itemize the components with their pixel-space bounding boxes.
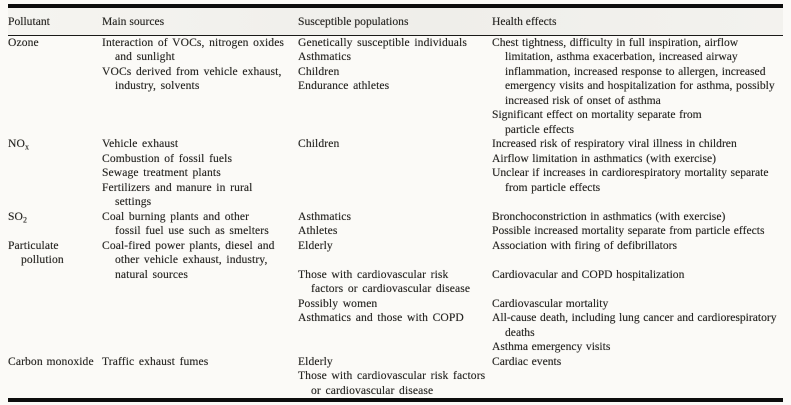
cell-sources [102,137,298,210]
table-cell-line: from particle effects [505,180,601,194]
table-cell-line: Bronchoconstriction in asthmatics (with exercise) [492,209,726,223]
table-row [8,239,783,355]
table-cell-line: Increased risk of respiratory viral illness in children [492,137,737,151]
subscript-text: x [24,142,29,152]
table-cell-line: Vehicle exhaust [102,137,179,151]
table-cell-line: and sunlight [115,50,175,64]
table-cell-line: settings [115,195,152,209]
column-header-main-sources: Main sources [102,14,165,28]
table-cell-line: Coal burning plants and other [102,209,250,223]
table-cell-line: Possibly women [298,296,378,310]
table-cell-line: Traffic exhaust fumes [102,354,209,368]
table-cell-line: Interaction of VOCs, nitrogen oxides [102,35,285,49]
cell-effects [492,137,783,210]
table-row [8,355,783,399]
table-cell-line: limitation, asthma exacerbation, increased airway [505,50,738,64]
table-cell-line: Asthmatics [298,50,352,64]
table-cell-line: Asthmatics and those with COPD [298,311,464,325]
cell-pollutant [8,36,102,138]
blank-line [298,253,492,268]
table-cell-line: Athletes [298,224,338,238]
table-cell-line: Fertilizers and manure in rural [102,180,253,194]
table-cell-line: particle effects [505,122,575,136]
table-cell-line: Genetically susceptible individuals [298,35,467,49]
table-header-row [8,8,783,35]
cell-sources [102,355,298,399]
table-cell-line: Coal-fired power plants, diesel and [102,238,275,252]
cell-pollutant [8,355,102,399]
table-body [8,36,783,399]
table-cell-line: All-cause death, including lung cancer and cardiorespiratory [492,311,777,325]
table-cell-line: Children [298,64,340,78]
table-bottom-rule [8,398,783,402]
table-cell-line: Children [298,137,340,151]
table-cell-line: Elderly [298,354,333,368]
table-cell-line: Sewage treatment plants [102,166,221,180]
subscript-text: 2 [23,215,28,225]
table-cell-line: inflammation, increased response to allergen, increased [505,64,766,78]
cell-sources [102,36,298,138]
table-cell-line: deaths [505,325,535,339]
table-cell-line: Particulate [8,238,59,252]
table-cell-line: Those with cardiovascular risk [298,267,449,281]
cell-populations [298,137,492,210]
table-cell-line: other vehicle exhaust, industry, [115,253,268,267]
cell-pollutant [8,239,102,355]
cell-sources [102,239,298,355]
cell-populations [298,239,492,355]
table-cell-line: Carbon monoxide [8,354,94,368]
table-cell-line: increased risk of onset of asthma [505,93,661,107]
table-cell-line: Ozone [8,35,39,49]
cell-populations [298,355,492,399]
table-cell-line: natural sources [115,267,188,281]
blank-line [492,282,783,297]
cell-effects [492,239,783,355]
table-cell-line: Cardiovascular mortality [492,296,609,310]
cell-pollutant [8,210,102,239]
table-cell-line: Association with firing of defibrillators [492,238,678,252]
table-cell-line: Chest tightness, difficulty in full inspiration, airflow [492,35,739,49]
cell-populations [298,36,492,138]
table-cell-line: factors or cardiovascular disease [311,282,471,296]
table-cell-line: pollution [21,253,64,267]
column-header-pollutant: Pollutant [8,14,50,28]
cell-effects [492,210,783,239]
table-cell-line: Possible increased mortality separate from particle effects [492,224,765,238]
table-cell-line: Those with cardiovascular risk factors [298,369,486,383]
blank-line [492,253,783,268]
table-cell-line: Endurance athletes [298,79,390,93]
table-cell-line: fossil fuel use such as smelters [115,224,269,238]
table-cell-line: Unclear if increases in cardiorespiratory mortality separate [492,166,769,180]
table-row [8,36,783,138]
table-cell-line: Asthma emergency visits [492,340,611,354]
cell-sources [102,210,298,239]
table-cell-line: Cardiac events [492,354,562,368]
table-cell-line: $SO_2$ [8,209,28,225]
cell-effects [492,355,783,399]
table-row [8,137,783,210]
table-cell-line: Significant effect on mortality separate from [492,108,702,122]
table-cell-line: industry, solvents [115,79,200,93]
cell-pollutant [8,137,102,210]
table-cell-line: Asthmatics [298,209,352,223]
table-cell-line: or cardiovascular disease [311,383,434,397]
table-cell-line: Elderly [298,238,333,252]
table-cell-line: Airflow limitation in asthmatics (with exercise) [492,151,717,165]
table-row [8,210,783,239]
table-cell-line: $NO_x$ [8,137,29,152]
table-cell-line: emergency visits and hospitalization for asthma, possibly [505,79,775,93]
table-cell-line: Cardiovacular and COPD hospitalization [492,267,685,281]
cell-effects [492,36,783,138]
column-header-susceptible-populations: Susceptible populations [298,14,409,28]
table-cell-line: Combustion of fossil fuels [102,151,233,165]
cell-populations [298,210,492,239]
table-cell-line: VOCs derived from vehicle exhaust, [102,64,282,78]
column-header-health-effects: Health effects [492,14,557,28]
